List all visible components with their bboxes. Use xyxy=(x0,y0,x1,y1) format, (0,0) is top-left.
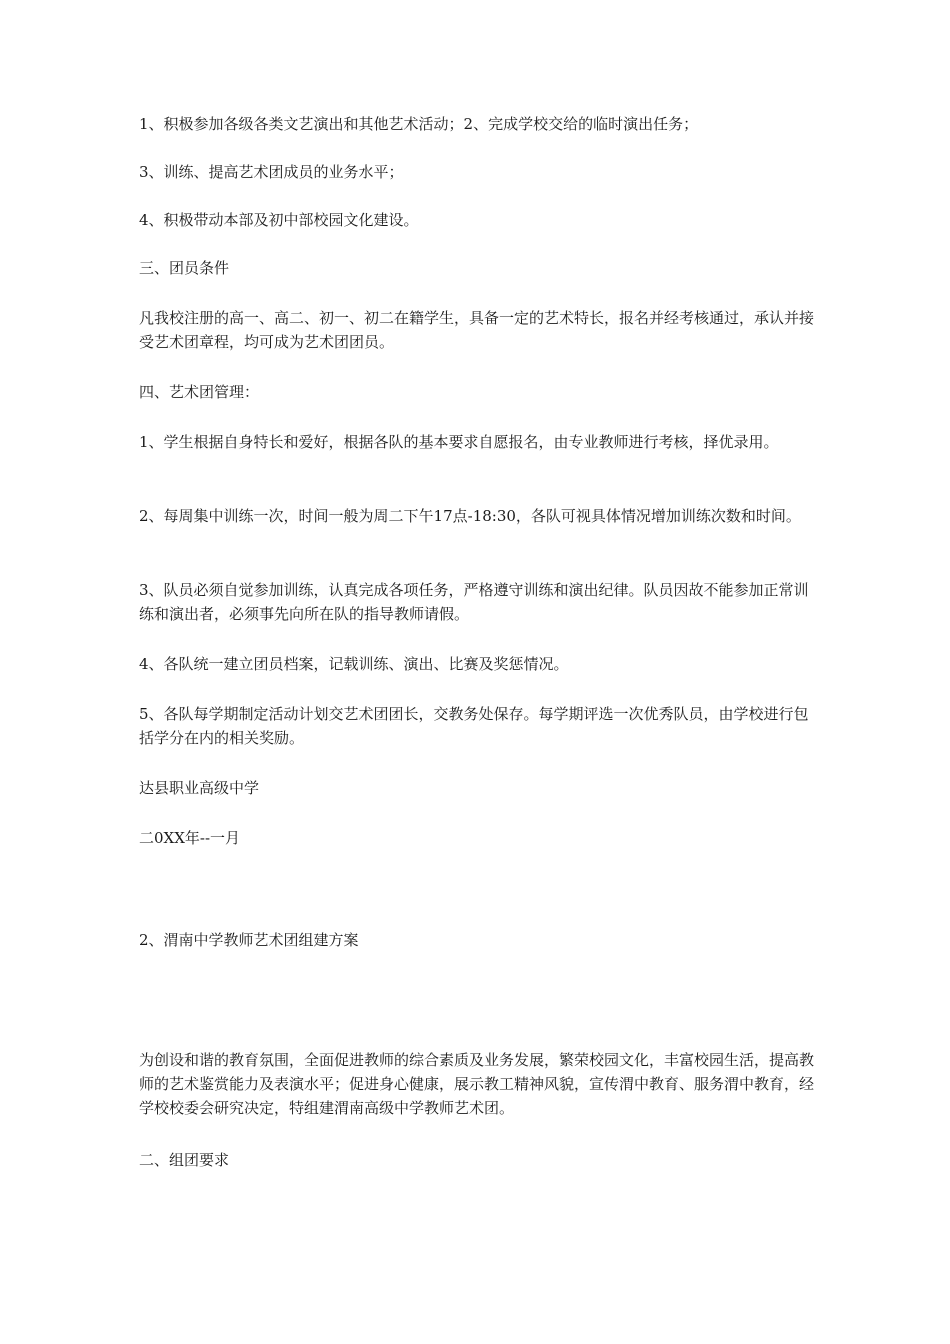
paragraph-member-conditions: 凡我校注册的高一、高二、初一、初二在籍学生，具备一定的艺术特长，报名并经考核通过，承认并接受艺术团章程，均可成为艺术团团员。 xyxy=(139,309,815,351)
heading-management: 四、艺术团管理： xyxy=(139,383,260,401)
paragraph-management-3: 3、队员必须自觉参加训练，认真完成各项任务，严格遵守训练和演出纪律。队员因故不能参加正常训练和演出者，必须事先向所在队的指导教师请假。 xyxy=(139,581,809,623)
paragraph-duty-3: 3、训练、提高艺术团成员的业务水平； xyxy=(139,163,404,181)
paragraph-troupe-purpose: 为创设和谐的教育氛围，全面促进教师的综合素质及业务发展，繁荣校园文化，丰富校园生活，提高教师的艺术鉴赏能力及表演水平；促进身心健康，展示教工精神风貌，宣传渭中教育、服务渭中教育，经学校校委会研究决定，特组建渭南高级中学教师艺术团。 xyxy=(139,1051,815,1117)
heading-member-conditions: 三、团员条件 xyxy=(139,259,230,277)
signature-school: 达县职业高级中学 xyxy=(139,779,260,797)
paragraph-management-2: 2、每周集中训练一次，时间一般为周二下午17点-18:30，各队可视具体情况增加训练次数和时间。 xyxy=(139,507,801,525)
signature-date: 二0XX年--一月 xyxy=(139,829,241,847)
paragraph-management-4: 4、各队统一建立团员档案，记载训练、演出、比赛及奖惩情况。 xyxy=(139,655,569,673)
heading-troupe-requirements: 二、组团要求 xyxy=(139,1151,230,1169)
paragraph-management-1: 1、学生根据自身特长和爱好，根据各队的基本要求自愿报名，由专业教师进行考核，择优录用。 xyxy=(139,433,779,451)
paragraph-duty-4: 4、积极带动本部及初中部校园文化建设。 xyxy=(139,211,419,229)
paragraph-management-5: 5、各队每学期制定活动计划交艺术团团长，交教务处保存。每学期评选一次优秀队员，由学校进行包括学分在内的相关奖励。 xyxy=(139,705,809,747)
paragraph-duty-1-2: 1、积极参加各级各类文艺演出和其他艺术活动；2、完成学校交给的临时演出任务； xyxy=(139,115,699,133)
section-title-teacher-troupe: 2、渭南中学教师艺术团组建方案 xyxy=(139,931,359,949)
